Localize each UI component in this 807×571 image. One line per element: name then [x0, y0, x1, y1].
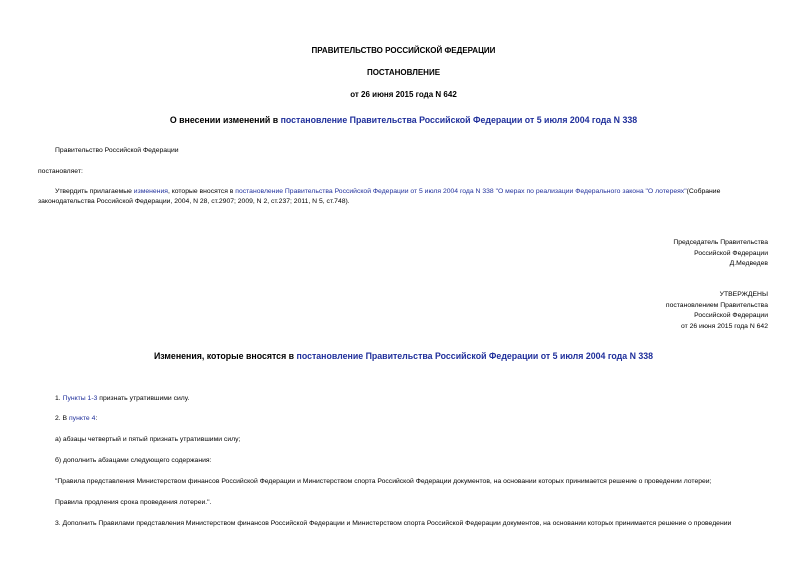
- approved-line-2: постановлением Правительства: [665, 301, 768, 309]
- item-2b: б) дополнить абзацами следующего содержания:: [55, 457, 212, 464]
- item-2-text: :: [95, 415, 98, 422]
- document-title: [0, 115, 807, 125]
- changes-title-link[interactable]: постановление Правительства Российской Федерации от 5 июля 2004 года N 338: [296, 351, 654, 361]
- approve-text-b: , которые вносятся в: [167, 188, 236, 195]
- changes-link[interactable]: изменения: [133, 188, 168, 195]
- points-1-3-link[interactable]: Пункты 1-3: [62, 395, 98, 402]
- signature-block: [673, 238, 768, 270]
- approved-block: [666, 290, 768, 332]
- body-paragraph-government: Правительство Российской Федерации: [55, 147, 179, 154]
- decree-338-link[interactable]: постановление Правительства Российской Федерации от 5 июля 2004 года N 338 "О мерах по реализации Федерального закона "О лотереях": [235, 188, 687, 195]
- approve-text-a: Утвердить прилагаемые: [55, 188, 134, 195]
- government-header: ПРАВИТЕЛЬСТВО РОССИЙСКОЙ ФЕДЕРАЦИИ: [311, 46, 496, 55]
- document-title-link[interactable]: постановление Правительства Российской Федерации от 5 июля 2004 года N 338: [280, 115, 638, 125]
- body-paragraph-decrees: постановляет:: [38, 168, 83, 175]
- item-1: [55, 394, 189, 404]
- body-paragraph-approve: [38, 187, 773, 207]
- approved-line-1: УТВЕРЖДЕНЫ: [719, 291, 768, 298]
- signature-line-1: Председатель Правительства: [673, 239, 768, 246]
- signature-line-2: Российской Федерации: [694, 249, 768, 257]
- item-2-prefix: 2. В: [55, 415, 69, 422]
- item-1-text: признать утратившими силу.: [97, 395, 190, 402]
- approve-text-line2: законодательства Российской Федерации, 2004, N 28, ст.2907; 2009, N 2, ст.237; 2011, N 5, ст.748).: [38, 198, 350, 205]
- signature-line-3: Д.Медведев: [729, 260, 768, 267]
- changes-title-prefix: Изменения, которые вносятся в: [153, 351, 297, 361]
- approved-line-3: Российской Федерации: [694, 312, 768, 319]
- quote-rules-1: "Правила представления Министерством финансов Российской Федерации и Министерством спорта Российской Федерации документов, на основании которых принимается решение о проведении лотереи;: [55, 478, 712, 485]
- changes-title: [0, 351, 807, 361]
- item-2a: а) абзацы четвертый и пятый признать утратившими силу;: [55, 436, 241, 443]
- point-4-link[interactable]: пункте 4: [68, 415, 96, 422]
- document-date-number: от 26 июня 2015 года N 642: [350, 90, 457, 99]
- document-title-prefix: О внесении изменений в: [169, 115, 281, 125]
- item-1-prefix: 1.: [55, 395, 63, 402]
- approved-line-4: от 26 июня 2015 года N 642: [680, 322, 768, 330]
- quote-rules-2: Правила продления срока проведения лотереи.".: [55, 499, 212, 506]
- item-2: [55, 414, 97, 424]
- approve-text-c: (Собрание: [686, 188, 721, 195]
- document-type: ПОСТАНОВЛЕНИЕ: [366, 68, 441, 77]
- item-3: 3. Дополнить Правилами представления Министерством финансов Российской Федерации и Министерством спорта Российской Федерации документов, на основании которых принимается решение о проведении: [55, 520, 732, 527]
